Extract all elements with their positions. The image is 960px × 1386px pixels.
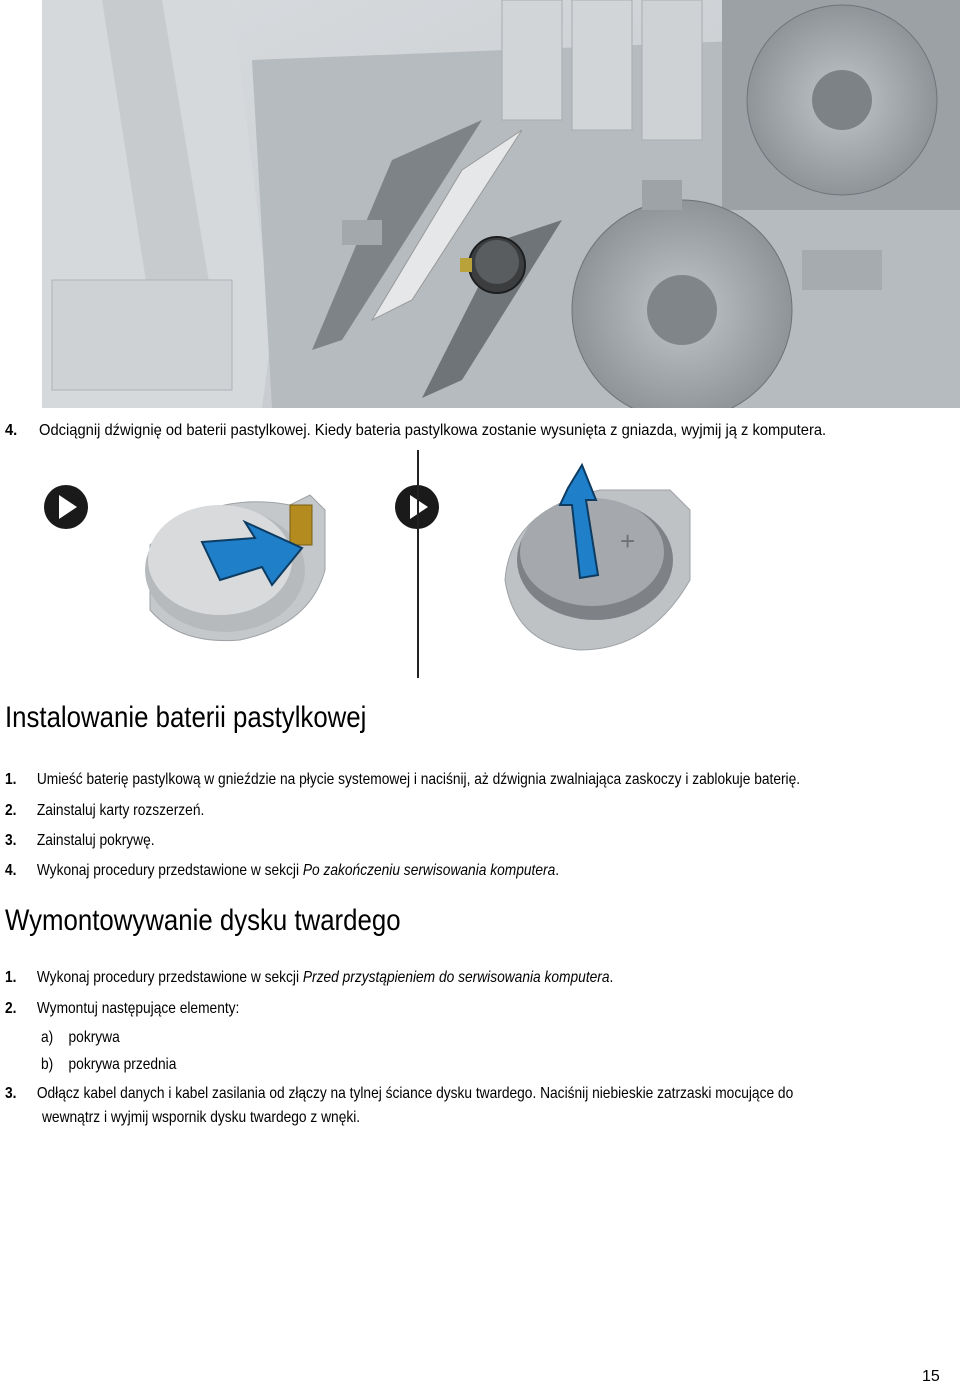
step-text: Zainstaluj pokrywę. [36,832,155,849]
motherboard-photo [42,0,960,408]
substep-label: b) [41,1056,54,1073]
install-step-3 [5,831,155,851]
substep-text: pokrywa [68,1029,120,1046]
page-number: 15 [922,1368,940,1385]
step-text: Wykonaj procedury przedstawione w sekcji [36,969,303,986]
install-heading: Instalowanie baterii pastylkowej [5,701,367,734]
step-text-cont: wewnątrz i wyjmij wspornik dysku twardego z wnęki. [42,1109,361,1126]
substep-label: a) [41,1029,54,1046]
step-link-text: Przed przystąpieniem do serwisowania komputera [302,969,610,986]
step-number: 2. [5,1000,17,1017]
step-text-end: . [555,862,560,879]
step-number: 4. [5,862,17,879]
install-step-2 [5,801,204,821]
step-text: Zainstaluj karty rozszerzeń. [36,802,205,819]
removal-step-4 [5,421,826,441]
step-text: Wymontuj następujące elementy: [36,1000,240,1017]
step-number: 1. [5,771,17,788]
hdd-step-3 [5,1084,793,1104]
play-circle-icon [44,485,88,529]
install-step-1 [5,770,800,790]
svg-text:+: + [620,526,636,556]
hdd-heading: Wymontowywanie dysku twardego [5,904,401,937]
step-text: Odłącz kabel danych i kabel zasilania od złączy na tylnej ściance dysku twardego. Naciśnij niebieskie zatrzaski mocujące do [36,1085,794,1102]
step-text: Odciągnij dźwignię od baterii pastylkowej. Kiedy bateria pastylkowa zostanie wysunięta z gniazda, wyjmij ją z komputera. [39,422,827,439]
install-step-4 [5,861,559,881]
battery-removal-illustration [40,450,720,678]
hdd-step-2 [5,999,239,1019]
step-number: 3. [5,1085,17,1102]
step-number: 1. [5,969,17,986]
hdd-step-3-cont [42,1108,360,1128]
substep-text: pokrywa przednia [68,1056,177,1073]
step-number: 2. [5,802,17,819]
step-number: 3. [5,832,17,849]
hdd-substep-b [41,1055,176,1075]
hdd-step-1 [5,968,613,988]
step-text: Umieść baterię pastylkową w gnieździe na płycie systemowej i naciśnij, aż dźwignia zwalniająca zaskoczy i zablokuje baterię. [36,771,801,788]
step-text-end: . [609,969,614,986]
hdd-substep-a [41,1028,120,1048]
step-number: 4. [5,422,18,439]
step-link-text: Po zakończeniu serwisowania komputera [302,862,556,879]
step-text: Wykonaj procedury przedstawione w sekcji [36,862,303,879]
